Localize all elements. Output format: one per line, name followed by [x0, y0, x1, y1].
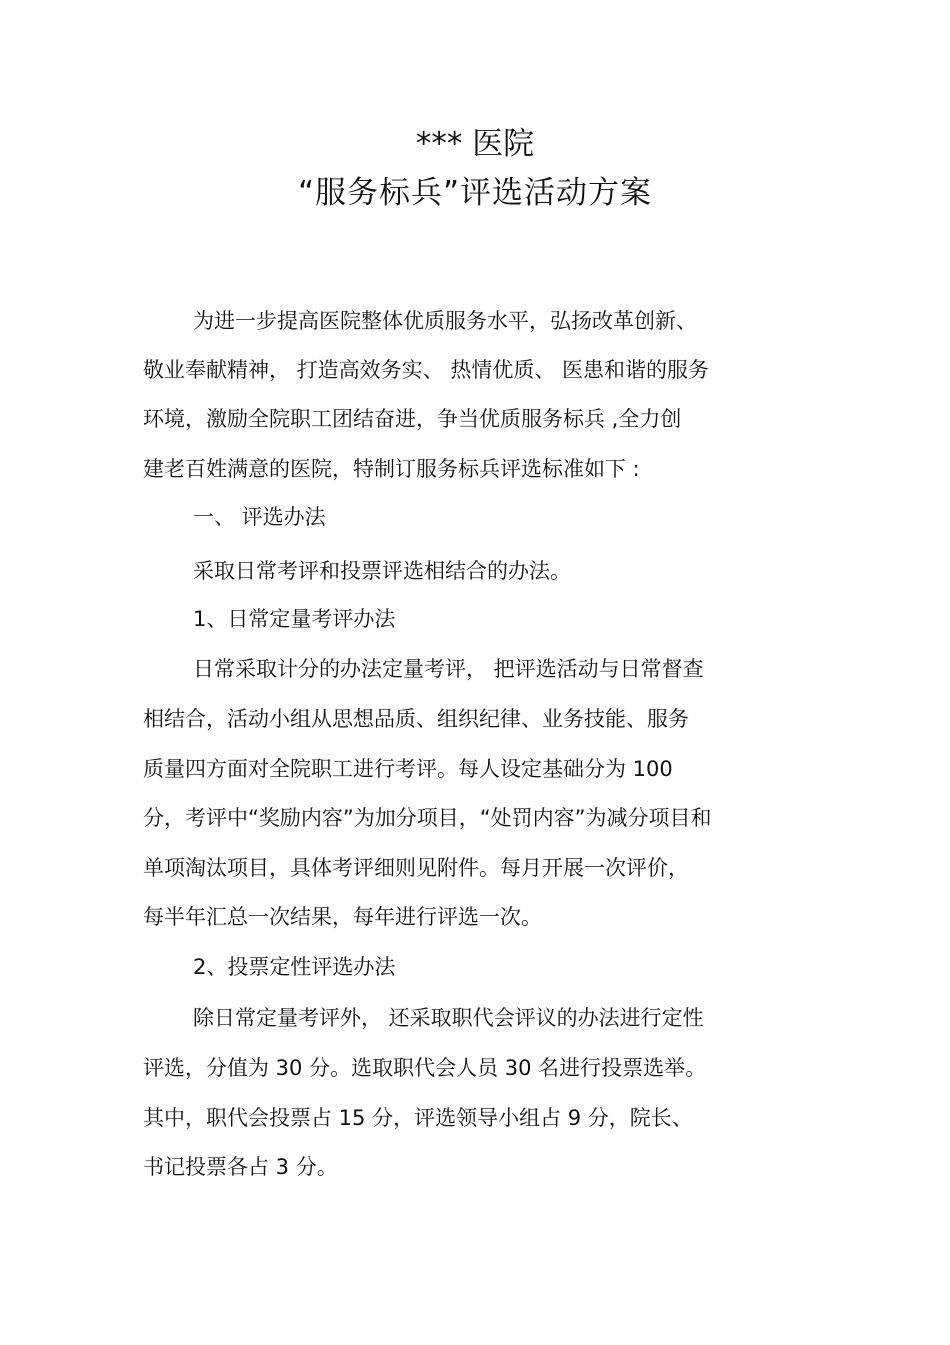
paragraph-daily-line-1: 日常采取计分的办法定量考评， 把评选活动与日常督查 — [193, 657, 704, 681]
paragraph-daily-line-4: 分，考评中“奖励内容”为加分项目，“处罚内容”为减分项目和 — [143, 806, 712, 830]
subsection-heading-voting-qualitative: 2、投票定性评选办法 — [193, 955, 396, 979]
paragraph-selection-method: 采取日常考评和投票评选相结合的办法。 — [193, 559, 571, 583]
subsection-heading-daily-quantitative: 1、日常定量考评办法 — [193, 607, 396, 631]
paragraph-daily-line-6: 每半年汇总一次结果，每年进行评选一次。 — [143, 905, 542, 929]
paragraph-intro-line-4: 建老百姓满意的医院，特制订服务标兵评选标准如下 : — [143, 457, 640, 481]
paragraph-intro-line-2: 敬业奉献精神， 打造高效务实、 热情优质、 医患和谐的服务 — [143, 358, 710, 382]
paragraph-intro-line-3: 环境，激励全院职工团结奋进，争当优质服务标兵 ,全力创 — [143, 407, 682, 431]
paragraph-voting-line-2: 评选，分值为 30 分。选取职代会人员 30 名进行投票选举。 — [143, 1056, 707, 1080]
paragraph-voting-line-4: 书记投票各占 3 分。 — [143, 1155, 338, 1179]
section-heading-selection-method: 一、 评选办法 — [193, 505, 326, 529]
paragraph-daily-line-2: 相结合，活动小组从思想品质、组织纪律、业务技能、服务 — [143, 707, 689, 731]
paragraph-daily-line-3: 质量四方面对全院职工进行考评。每人设定基础分为 100 — [143, 757, 673, 781]
paragraph-voting-line-3: 其中，职代会投票占 15 分，评选领导小组占 9 分，院长、 — [143, 1106, 693, 1130]
document-title-activity-plan: “服务标兵”评选活动方案 — [297, 175, 653, 211]
paragraph-daily-line-5: 单项淘汰项目，具体考评细则见附件。每月开展一次评价， — [143, 856, 689, 880]
paragraph-intro-line-1: 为进一步提高医院整体优质服务水平，弘扬改革创新、 — [193, 309, 697, 333]
document-title-hospital: *** 医院 — [415, 126, 535, 162]
paragraph-voting-line-1: 除日常定量考评外， 还采取职代会评议的办法进行定性 — [193, 1006, 704, 1030]
